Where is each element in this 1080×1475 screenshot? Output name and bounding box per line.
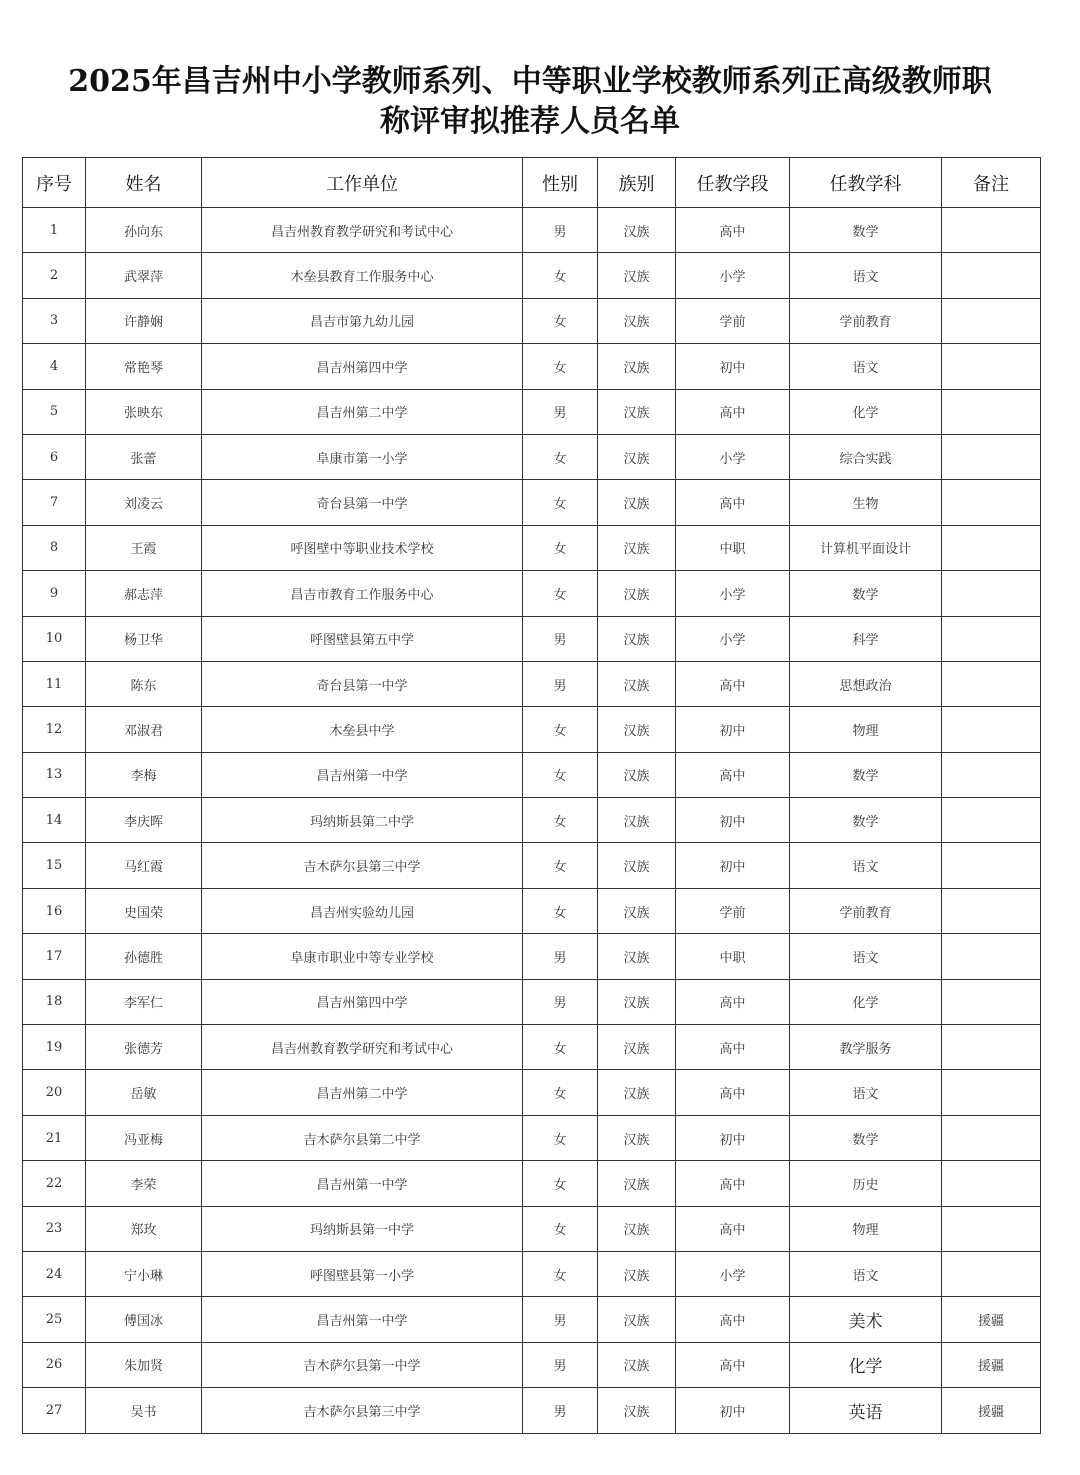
cell-index: 17 — [23, 934, 86, 979]
cell-workplace: 昌吉州第四中学 — [202, 344, 523, 389]
cell-index: 9 — [23, 571, 86, 616]
cell-name: 马红霞 — [86, 843, 202, 888]
cell-index: 13 — [23, 752, 86, 797]
cell-remarks: 援疆 — [942, 1388, 1041, 1433]
cell-name: 孙德胜 — [86, 934, 202, 979]
cell-workplace: 玛纳斯县第一中学 — [202, 1206, 523, 1251]
cell-remarks — [942, 480, 1041, 525]
cell-name: 史国荣 — [86, 888, 202, 933]
cell-subject: 学前教育 — [790, 888, 942, 933]
cell-remarks — [942, 434, 1041, 479]
cell-remarks — [942, 1025, 1041, 1070]
cell-name: 郝志萍 — [86, 571, 202, 616]
cell-ethnicity: 汉族 — [598, 1388, 676, 1433]
cell-subject: 生物 — [790, 480, 942, 525]
cell-workplace: 昌吉州第一中学 — [202, 1161, 523, 1206]
cell-name: 许静娴 — [86, 298, 202, 343]
cell-stage: 高中 — [676, 752, 790, 797]
cell-ethnicity: 汉族 — [598, 707, 676, 752]
cell-remarks — [942, 1115, 1041, 1160]
cell-workplace: 呼图壁县第五中学 — [202, 616, 523, 661]
cell-ethnicity: 汉族 — [598, 389, 676, 434]
cell-remarks — [942, 798, 1041, 843]
cell-gender: 女 — [523, 253, 598, 298]
cell-remarks — [942, 752, 1041, 797]
cell-ethnicity: 汉族 — [598, 661, 676, 706]
table-row — [23, 888, 1041, 933]
cell-gender: 女 — [523, 480, 598, 525]
cell-subject: 数学 — [790, 752, 942, 797]
table-row — [23, 934, 1041, 979]
cell-ethnicity: 汉族 — [598, 1342, 676, 1387]
cell-index: 1 — [23, 208, 86, 253]
table-row — [23, 298, 1041, 343]
cell-name: 王霞 — [86, 525, 202, 570]
cell-stage: 高中 — [676, 1025, 790, 1070]
cell-subject: 语文 — [790, 1070, 942, 1115]
cell-ethnicity: 汉族 — [598, 344, 676, 389]
cell-ethnicity: 汉族 — [598, 208, 676, 253]
cell-subject: 综合实践 — [790, 434, 942, 479]
header-index: 序号 — [23, 158, 86, 208]
table-row — [23, 434, 1041, 479]
cell-name: 李庆晖 — [86, 798, 202, 843]
cell-name: 岳敏 — [86, 1070, 202, 1115]
cell-gender: 女 — [523, 344, 598, 389]
cell-workplace: 昌吉州第二中学 — [202, 1070, 523, 1115]
cell-name: 傅国冰 — [86, 1297, 202, 1342]
header-row — [23, 158, 1041, 208]
cell-stage: 学前 — [676, 298, 790, 343]
cell-subject: 科学 — [790, 616, 942, 661]
cell-index: 16 — [23, 888, 86, 933]
cell-remarks — [942, 1161, 1041, 1206]
header-gender: 性别 — [523, 158, 598, 208]
cell-ethnicity: 汉族 — [598, 525, 676, 570]
table-row — [23, 1342, 1041, 1387]
cell-index: 14 — [23, 798, 86, 843]
cell-name: 杨卫华 — [86, 616, 202, 661]
cell-gender: 女 — [523, 798, 598, 843]
cell-gender: 女 — [523, 1070, 598, 1115]
cell-gender: 女 — [523, 1206, 598, 1251]
cell-remarks — [942, 979, 1041, 1024]
cell-index: 8 — [23, 525, 86, 570]
cell-index: 5 — [23, 389, 86, 434]
header-workplace: 工作单位 — [202, 158, 523, 208]
cell-workplace: 昌吉州第一中学 — [202, 1297, 523, 1342]
cell-name: 张德芳 — [86, 1025, 202, 1070]
cell-subject: 化学 — [790, 389, 942, 434]
cell-workplace: 昌吉市教育工作服务中心 — [202, 571, 523, 616]
table-row — [23, 1388, 1041, 1433]
cell-index: 22 — [23, 1161, 86, 1206]
cell-index: 11 — [23, 661, 86, 706]
cell-subject: 化学 — [790, 979, 942, 1024]
cell-ethnicity: 汉族 — [598, 434, 676, 479]
cell-stage: 初中 — [676, 843, 790, 888]
cell-ethnicity: 汉族 — [598, 979, 676, 1024]
cell-workplace: 昌吉州第一中学 — [202, 752, 523, 797]
title-line-2: 称评审拟推荐人员名单 — [380, 104, 680, 139]
cell-subject: 物理 — [790, 707, 942, 752]
cell-ethnicity: 汉族 — [598, 1206, 676, 1251]
cell-index: 7 — [23, 480, 86, 525]
table-row — [23, 1251, 1041, 1296]
cell-stage: 高中 — [676, 208, 790, 253]
cell-ethnicity: 汉族 — [598, 1025, 676, 1070]
table-row — [23, 253, 1041, 298]
cell-gender: 男 — [523, 616, 598, 661]
cell-remarks — [942, 843, 1041, 888]
cell-index: 24 — [23, 1251, 86, 1296]
table-row — [23, 979, 1041, 1024]
cell-remarks — [942, 389, 1041, 434]
cell-remarks — [942, 616, 1041, 661]
cell-gender: 女 — [523, 298, 598, 343]
cell-name: 张蕾 — [86, 434, 202, 479]
cell-ethnicity: 汉族 — [598, 1251, 676, 1296]
table-row — [23, 525, 1041, 570]
table-body — [23, 208, 1041, 1434]
cell-index: 12 — [23, 707, 86, 752]
cell-ethnicity: 汉族 — [598, 480, 676, 525]
cell-stage: 中职 — [676, 525, 790, 570]
cell-workplace: 昌吉州教育教学研究和考试中心 — [202, 1025, 523, 1070]
cell-index: 18 — [23, 979, 86, 1024]
cell-workplace: 阜康市第一小学 — [202, 434, 523, 479]
cell-name: 张映东 — [86, 389, 202, 434]
cell-gender: 女 — [523, 1251, 598, 1296]
cell-stage: 初中 — [676, 344, 790, 389]
table-row — [23, 1115, 1041, 1160]
cell-workplace: 昌吉州实验幼儿园 — [202, 888, 523, 933]
cell-workplace: 木垒县教育工作服务中心 — [202, 253, 523, 298]
cell-workplace: 昌吉州第四中学 — [202, 979, 523, 1024]
cell-index: 27 — [23, 1388, 86, 1433]
cell-gender: 男 — [523, 389, 598, 434]
cell-subject: 数学 — [790, 208, 942, 253]
cell-stage: 高中 — [676, 661, 790, 706]
cell-stage: 高中 — [676, 1161, 790, 1206]
cell-name: 邓淑君 — [86, 707, 202, 752]
cell-ethnicity: 汉族 — [598, 843, 676, 888]
cell-gender: 男 — [523, 979, 598, 1024]
cell-subject: 英语 — [790, 1388, 942, 1433]
cell-workplace: 奇台县第一中学 — [202, 661, 523, 706]
cell-name: 孙向东 — [86, 208, 202, 253]
cell-gender: 男 — [523, 934, 598, 979]
cell-subject: 数学 — [790, 798, 942, 843]
cell-subject: 语文 — [790, 843, 942, 888]
cell-workplace: 吉木萨尔县第三中学 — [202, 1388, 523, 1433]
cell-stage: 小学 — [676, 1251, 790, 1296]
cell-remarks: 援疆 — [942, 1342, 1041, 1387]
cell-remarks — [942, 1070, 1041, 1115]
cell-workplace: 呼图壁中等职业技术学校 — [202, 525, 523, 570]
cell-stage: 初中 — [676, 798, 790, 843]
cell-subject: 语文 — [790, 934, 942, 979]
cell-workplace: 昌吉市第九幼儿园 — [202, 298, 523, 343]
cell-subject: 化学 — [790, 1342, 942, 1387]
cell-index: 6 — [23, 434, 86, 479]
cell-workplace: 吉木萨尔县第三中学 — [202, 843, 523, 888]
cell-name: 郑玫 — [86, 1206, 202, 1251]
cell-workplace: 昌吉州教育教学研究和考试中心 — [202, 208, 523, 253]
candidate-table — [22, 157, 1041, 1434]
cell-index: 15 — [23, 843, 86, 888]
cell-stage: 小学 — [676, 253, 790, 298]
cell-name: 吴书 — [86, 1388, 202, 1433]
cell-remarks — [942, 707, 1041, 752]
cell-remarks — [942, 934, 1041, 979]
table-row — [23, 752, 1041, 797]
table-row — [23, 480, 1041, 525]
cell-subject: 语文 — [790, 1251, 942, 1296]
table-row — [23, 571, 1041, 616]
cell-stage: 小学 — [676, 616, 790, 661]
cell-stage: 高中 — [676, 1070, 790, 1115]
cell-gender: 男 — [523, 1342, 598, 1387]
cell-ethnicity: 汉族 — [598, 1161, 676, 1206]
cell-stage: 高中 — [676, 1206, 790, 1251]
table-row — [23, 707, 1041, 752]
cell-stage: 高中 — [676, 389, 790, 434]
cell-name: 李军仁 — [86, 979, 202, 1024]
cell-subject: 学前教育 — [790, 298, 942, 343]
cell-workplace: 玛纳斯县第二中学 — [202, 798, 523, 843]
cell-workplace: 呼图壁县第一小学 — [202, 1251, 523, 1296]
cell-index: 20 — [23, 1070, 86, 1115]
document-title — [20, 62, 1040, 142]
cell-remarks — [942, 344, 1041, 389]
header-ethnicity: 族别 — [598, 158, 676, 208]
cell-gender: 女 — [523, 525, 598, 570]
cell-name: 武翠萍 — [86, 253, 202, 298]
cell-workplace: 木垒县中学 — [202, 707, 523, 752]
cell-stage: 高中 — [676, 480, 790, 525]
table-row — [23, 843, 1041, 888]
header-remarks: 备注 — [942, 158, 1041, 208]
title-line-1: 2025年昌吉州中小学教师系列、中等职业学校教师系列正高级教师职 — [68, 64, 992, 99]
cell-gender: 男 — [523, 1388, 598, 1433]
cell-subject: 语文 — [790, 344, 942, 389]
cell-stage: 学前 — [676, 888, 790, 933]
cell-workplace: 昌吉州第二中学 — [202, 389, 523, 434]
cell-name: 宁小琳 — [86, 1251, 202, 1296]
cell-name: 刘凌云 — [86, 480, 202, 525]
cell-index: 10 — [23, 616, 86, 661]
cell-workplace: 奇台县第一中学 — [202, 480, 523, 525]
cell-gender: 女 — [523, 843, 598, 888]
cell-gender: 女 — [523, 752, 598, 797]
cell-workplace: 阜康市职业中等专业学校 — [202, 934, 523, 979]
cell-workplace: 吉木萨尔县第一中学 — [202, 1342, 523, 1387]
header-stage: 任教学段 — [676, 158, 790, 208]
header-name: 姓名 — [86, 158, 202, 208]
cell-remarks — [942, 298, 1041, 343]
cell-gender: 女 — [523, 1025, 598, 1070]
cell-subject: 计算机平面设计 — [790, 525, 942, 570]
cell-stage: 小学 — [676, 434, 790, 479]
cell-remarks — [942, 1206, 1041, 1251]
table-row — [23, 798, 1041, 843]
cell-stage: 高中 — [676, 1297, 790, 1342]
cell-subject: 数学 — [790, 571, 942, 616]
cell-name: 常艳琴 — [86, 344, 202, 389]
cell-subject: 物理 — [790, 1206, 942, 1251]
cell-ethnicity: 汉族 — [598, 1297, 676, 1342]
cell-subject: 教学服务 — [790, 1025, 942, 1070]
cell-name: 李梅 — [86, 752, 202, 797]
cell-index: 4 — [23, 344, 86, 389]
cell-index: 25 — [23, 1297, 86, 1342]
cell-gender: 女 — [523, 888, 598, 933]
cell-remarks — [942, 525, 1041, 570]
cell-ethnicity: 汉族 — [598, 616, 676, 661]
cell-ethnicity: 汉族 — [598, 798, 676, 843]
cell-gender: 女 — [523, 571, 598, 616]
cell-gender: 女 — [523, 434, 598, 479]
cell-subject: 数学 — [790, 1115, 942, 1160]
table-row — [23, 208, 1041, 253]
cell-index: 21 — [23, 1115, 86, 1160]
cell-stage: 小学 — [676, 571, 790, 616]
cell-name: 李荣 — [86, 1161, 202, 1206]
cell-ethnicity: 汉族 — [598, 253, 676, 298]
cell-index: 23 — [23, 1206, 86, 1251]
cell-index: 2 — [23, 253, 86, 298]
cell-gender: 女 — [523, 1115, 598, 1160]
cell-subject: 语文 — [790, 253, 942, 298]
table-row — [23, 1025, 1041, 1070]
cell-gender: 女 — [523, 707, 598, 752]
table-row — [23, 1206, 1041, 1251]
cell-gender: 女 — [523, 1161, 598, 1206]
cell-ethnicity: 汉族 — [598, 298, 676, 343]
cell-remarks — [942, 661, 1041, 706]
cell-remarks — [942, 208, 1041, 253]
table-row — [23, 1070, 1041, 1115]
cell-stage: 初中 — [676, 1388, 790, 1433]
header-subject: 任教学科 — [790, 158, 942, 208]
cell-gender: 男 — [523, 208, 598, 253]
cell-index: 26 — [23, 1342, 86, 1387]
cell-gender: 男 — [523, 1297, 598, 1342]
table-row — [23, 344, 1041, 389]
cell-name: 陈东 — [86, 661, 202, 706]
cell-ethnicity: 汉族 — [598, 1070, 676, 1115]
cell-workplace: 吉木萨尔县第二中学 — [202, 1115, 523, 1160]
cell-stage: 初中 — [676, 1115, 790, 1160]
cell-stage: 高中 — [676, 979, 790, 1024]
cell-ethnicity: 汉族 — [598, 1115, 676, 1160]
cell-name: 冯亚梅 — [86, 1115, 202, 1160]
cell-stage: 中职 — [676, 934, 790, 979]
cell-ethnicity: 汉族 — [598, 934, 676, 979]
cell-remarks — [942, 888, 1041, 933]
cell-remarks: 援疆 — [942, 1297, 1041, 1342]
table-row — [23, 1297, 1041, 1342]
cell-index: 3 — [23, 298, 86, 343]
cell-gender: 男 — [523, 661, 598, 706]
table-row — [23, 661, 1041, 706]
table-row — [23, 1161, 1041, 1206]
cell-stage: 初中 — [676, 707, 790, 752]
table-row — [23, 389, 1041, 434]
cell-ethnicity: 汉族 — [598, 571, 676, 616]
cell-index: 19 — [23, 1025, 86, 1070]
cell-ethnicity: 汉族 — [598, 752, 676, 797]
cell-subject: 美术 — [790, 1297, 942, 1342]
cell-stage: 高中 — [676, 1342, 790, 1387]
cell-subject: 历史 — [790, 1161, 942, 1206]
cell-remarks — [942, 253, 1041, 298]
cell-name: 朱加贤 — [86, 1342, 202, 1387]
table-row — [23, 616, 1041, 661]
cell-remarks — [942, 571, 1041, 616]
cell-remarks — [942, 1251, 1041, 1296]
cell-ethnicity: 汉族 — [598, 888, 676, 933]
cell-subject: 思想政治 — [790, 661, 942, 706]
